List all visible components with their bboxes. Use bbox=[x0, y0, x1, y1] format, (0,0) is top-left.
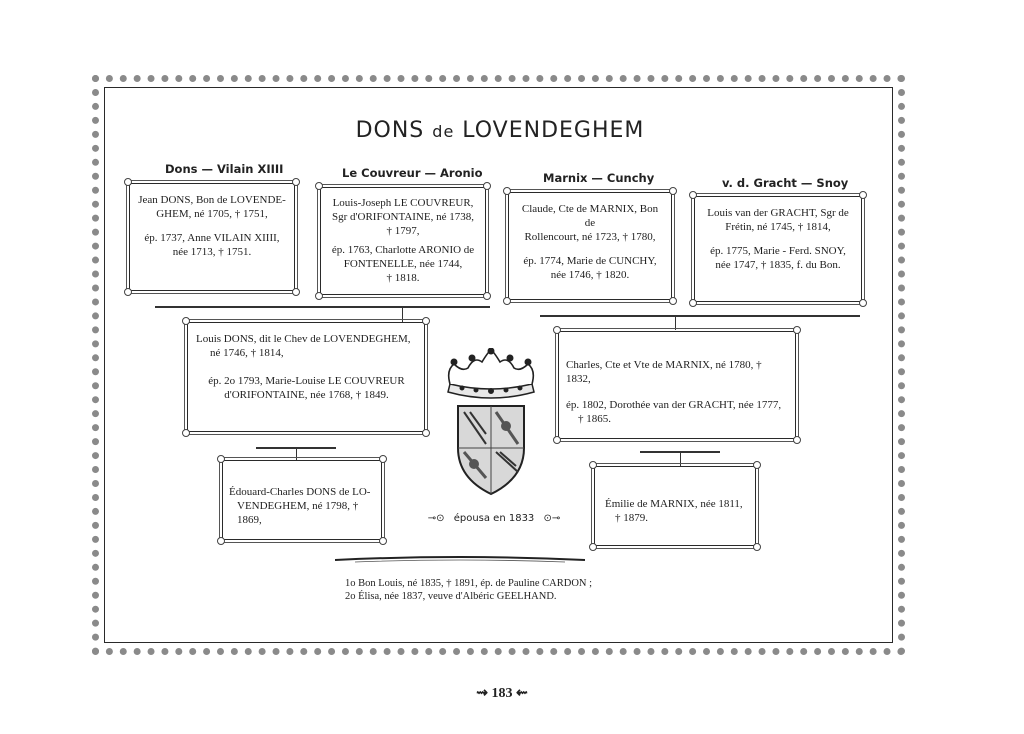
title-part-lovendeghem: LOVENDEGHEM bbox=[462, 118, 645, 143]
text-line: † 1865. bbox=[578, 413, 611, 425]
page-number-value: 183 bbox=[491, 686, 513, 701]
connector-stem-left bbox=[402, 307, 403, 323]
text-line: Frétin, né 1745, † 1814, bbox=[725, 221, 831, 233]
rosette-icon: ⊙⊸ bbox=[543, 513, 561, 524]
text-line: VENDEGHEM, né 1798, † 1869, bbox=[237, 500, 359, 526]
connector-stem-lower-left bbox=[296, 448, 297, 460]
connector-bar-right bbox=[540, 315, 860, 317]
text-line: Jean DONS, Bon de LOVENDE- bbox=[138, 194, 286, 206]
child-entry: 2o Élisa, née 1837, veuve d'Albéric GEELHAND. bbox=[345, 591, 557, 602]
text-line: Charles, Cte et Vte de MARNIX, né 1780, † 1832, bbox=[566, 359, 762, 385]
ornament-icon: ⇝ bbox=[476, 686, 492, 701]
text-line: Édouard-Charles DONS de LO- bbox=[229, 486, 371, 498]
connector-stem-right bbox=[675, 316, 676, 330]
text-line: Émilie de MARNIX, née 1811, bbox=[605, 498, 743, 510]
text-line: ép. 1774, Marie de CUNCHY, bbox=[523, 255, 657, 267]
page-title bbox=[300, 118, 700, 143]
text-line: GHEM, né 1705, † 1751, bbox=[156, 208, 268, 220]
marriage-label bbox=[424, 513, 564, 524]
text-line: ép. 1763, Charlotte ARONIO de bbox=[331, 244, 475, 256]
column-heading-le-couvreur: Le Couvreur — Aronio bbox=[342, 166, 483, 180]
coat-of-arms-icon bbox=[440, 348, 542, 498]
text-line: d'ORIFONTAINE, née 1768, † 1849. bbox=[224, 389, 389, 401]
column-heading-marnix: Marnix — Cunchy bbox=[543, 171, 655, 185]
person-box-jean-dons bbox=[129, 183, 295, 291]
text-line: Louis van der GRACHT, Sgr de bbox=[707, 207, 849, 219]
text-line: né 1746, † 1814, bbox=[210, 347, 284, 359]
person-box-claude-de-marnix bbox=[508, 192, 672, 300]
person-box-charles-de-marnix bbox=[558, 331, 796, 439]
person-box-louis-dons bbox=[187, 322, 425, 432]
page-number bbox=[452, 685, 552, 702]
connector-stem-lower-right bbox=[680, 452, 681, 466]
title-part-de: de bbox=[432, 122, 455, 141]
text-line: Claude, Cte de MARNIX, Bon de bbox=[521, 203, 659, 229]
text-line: † 1797, bbox=[386, 225, 420, 237]
flourish-divider bbox=[335, 552, 585, 566]
children-list bbox=[345, 577, 645, 603]
text-line: née 1747, † 1835, f. du Bon. bbox=[715, 259, 841, 271]
person-box-louis-joseph-le-couvreur bbox=[320, 187, 486, 295]
text-line: Louis DONS, dit le Chev de LOVENDEGHEM, bbox=[196, 333, 411, 345]
column-heading-van-der-gracht: v. d. Gracht — Snoy bbox=[722, 176, 849, 190]
text-line: † 1879. bbox=[615, 512, 648, 524]
text-line: ép. 1775, Marie - Ferd. SNOY, bbox=[710, 245, 846, 257]
title-part-dons: DONS bbox=[355, 118, 425, 143]
text-line: née 1746, † 1820. bbox=[550, 269, 630, 281]
text-line: † 1818. bbox=[386, 272, 420, 284]
text-line: née 1713, † 1751. bbox=[172, 246, 252, 258]
text-line: Sgr d'ORIFONTAINE, né 1738, bbox=[332, 211, 474, 223]
text-line: ép. 2o 1793, Marie-Louise LE COUVREUR bbox=[208, 375, 405, 387]
marriage-text: épousa en 1833 bbox=[453, 513, 535, 524]
crown-icon bbox=[448, 348, 534, 398]
text-line: Rollencourt, né 1723, † 1780, bbox=[524, 231, 656, 243]
rosette-icon: ⊸⊙ bbox=[427, 513, 445, 524]
person-box-louis-van-der-gracht bbox=[694, 196, 862, 302]
text-line: ép. 1737, Anne VILAIN XIIII, bbox=[144, 232, 280, 244]
text-line: Louis-Joseph LE COUVREUR, bbox=[332, 197, 474, 209]
ornament-icon: ⇜ bbox=[512, 686, 528, 701]
column-heading-dons: Dons — Vilain XIIII bbox=[165, 162, 284, 176]
connector-bar-left bbox=[155, 306, 490, 308]
child-entry: 1o Bon Louis, né 1835, † 1891, ép. de Pauline CARDON ; bbox=[345, 578, 593, 589]
text-line: ép. 1802, Dorothée van der GRACHT, née 1777, bbox=[566, 399, 782, 411]
person-box-emilie-de-marnix bbox=[594, 466, 756, 546]
text-line: FONTENELLE, née 1744, bbox=[343, 258, 463, 270]
person-box-edouard-charles-dons bbox=[222, 460, 382, 540]
